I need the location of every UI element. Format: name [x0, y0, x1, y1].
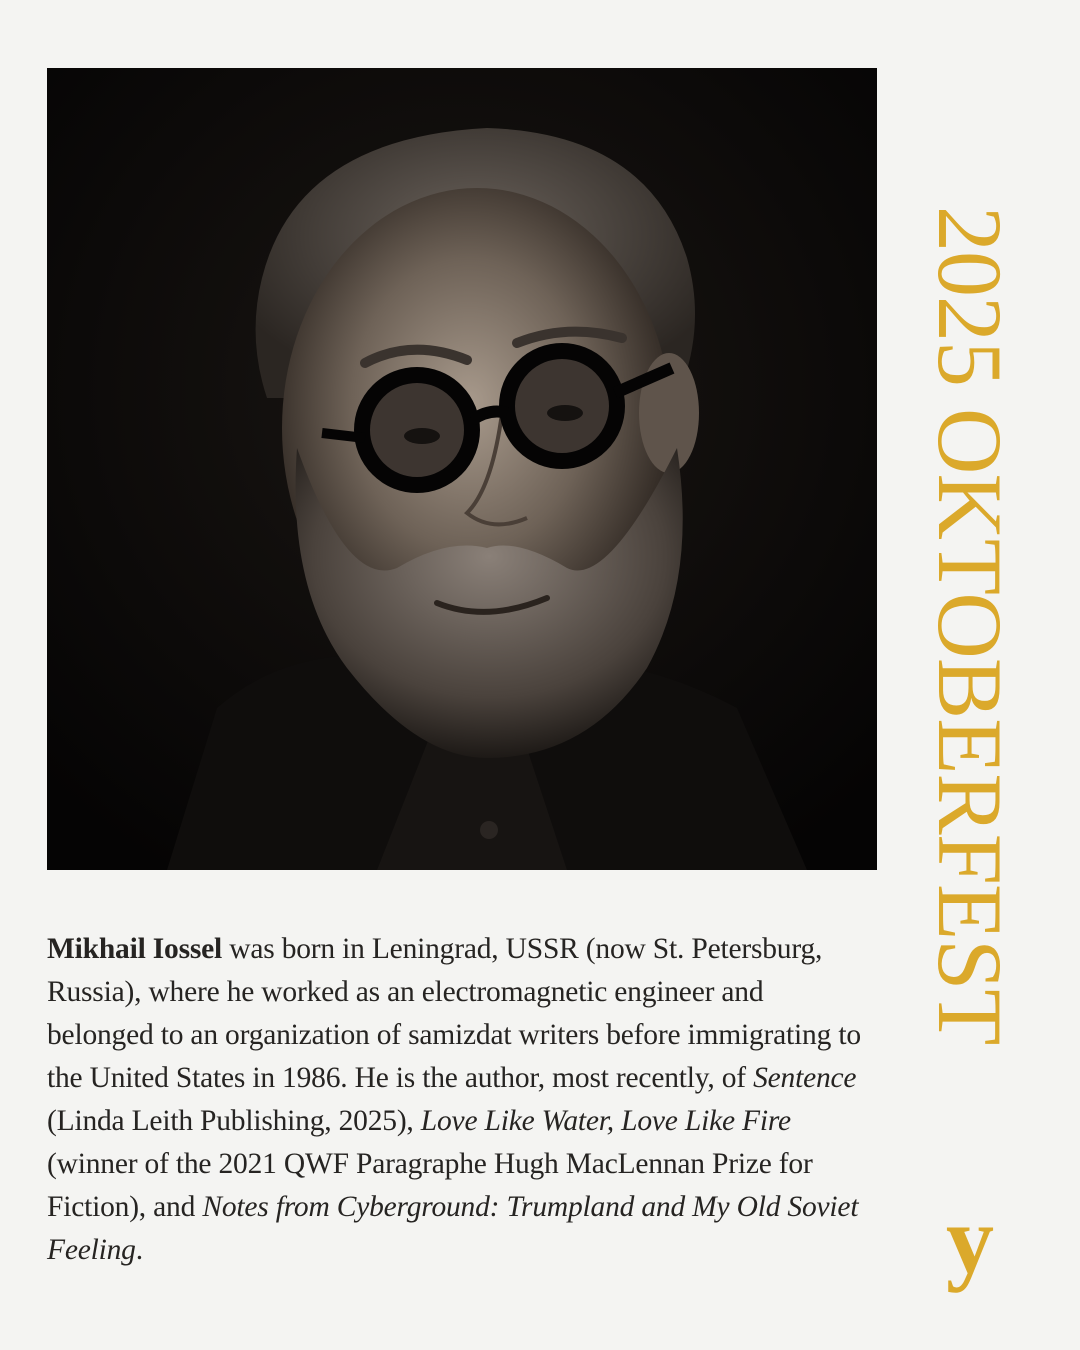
- book-title-notes-from-cyberground: Notes from Cyberground: Trumpland and My Old Soviet Feeling: [47, 1191, 859, 1266]
- bio-text-part-1: was born in Leningrad, USSR (now St. Petersburg, Russia), where he worked as an electromagnetic engineer and belonged to an organization of samizdat writers before immigrating to the United States in 1986. He is the author, most recently, of: [47, 933, 861, 1094]
- festival-logo-icon: [915, 1200, 1025, 1310]
- bio-text-end: .: [135, 1234, 143, 1266]
- bio-text-part-3: (winner of the 2021 QWF Paragraphe Hugh MacLennan Prize for Fiction), and: [47, 1148, 813, 1223]
- bio-text-part-2: (Linda Leith Publishing, 2025),: [47, 1105, 421, 1137]
- event-title: 2025 OKTOBERFEST: [919, 205, 1021, 1045]
- logo-glyph: y: [946, 1200, 994, 1293]
- book-title-sentence: Sentence: [753, 1062, 857, 1094]
- author-bio: [47, 928, 877, 1272]
- author-portrait-illustration: [47, 68, 877, 870]
- author-name: Mikhail Iossel: [47, 933, 223, 965]
- book-title-love-like-water: Love Like Water, Love Like Fire: [420, 1105, 791, 1137]
- author-photo: [47, 68, 877, 870]
